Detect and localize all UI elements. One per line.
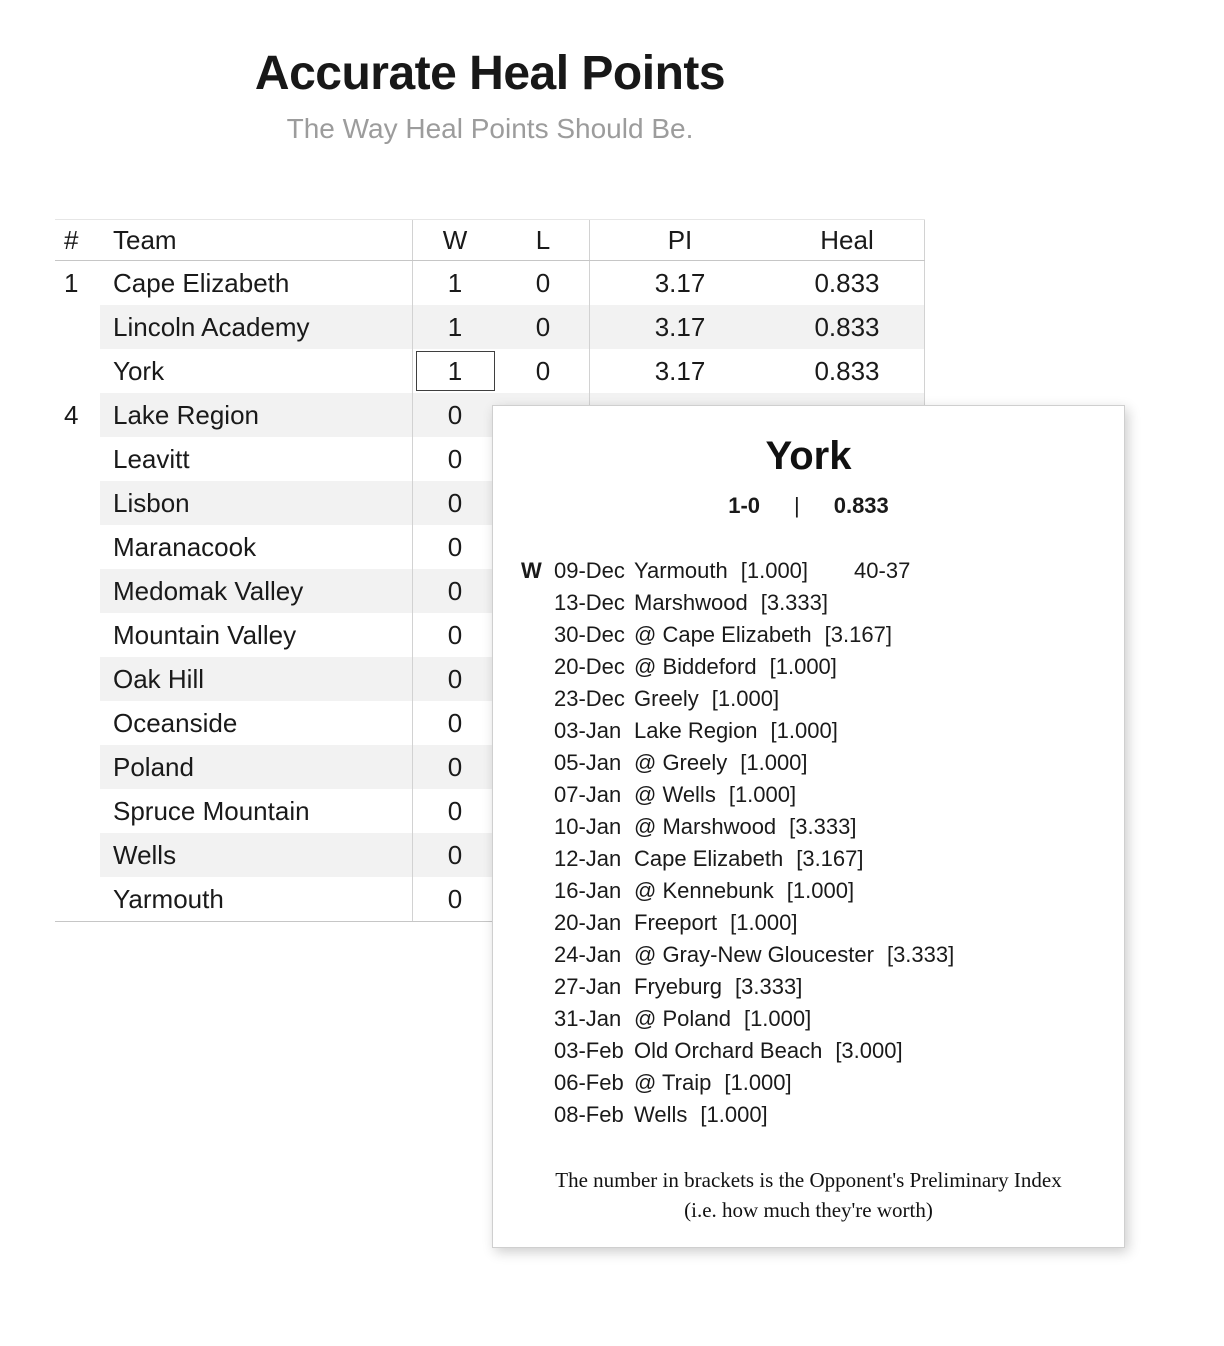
game-date: 30-Dec: [554, 622, 625, 647]
game-pi: [1.000]: [724, 1070, 792, 1095]
game-row: [521, 971, 1124, 1003]
game-opponent: @ Biddeford: [634, 654, 757, 679]
game-pi: [3.333]: [789, 814, 857, 839]
tooltip-footnote: [493, 1165, 1124, 1225]
wins-cell: 0: [447, 443, 463, 474]
wins-cell-selected[interactable]: 1: [413, 349, 497, 393]
game-date: 07-Jan: [554, 782, 622, 807]
game-row: [521, 1099, 1124, 1131]
game-row: [521, 779, 1124, 811]
game-date: 23-Dec: [554, 686, 625, 711]
game-pi: [1.000]: [786, 878, 855, 903]
game-opponent: Old Orchard Beach: [634, 1038, 823, 1063]
losses-cell: 0: [497, 261, 590, 305]
wins-cell: 0: [447, 531, 463, 562]
team-cell: Lincoln Academy: [100, 305, 413, 349]
game-date: 16-Jan: [554, 878, 622, 903]
team-cell: Lake Region: [100, 393, 413, 437]
game-row: [521, 1067, 1124, 1099]
team-cell: Mountain Valley: [100, 613, 413, 657]
team-cell: Cape Elizabeth: [100, 261, 413, 305]
tooltip-games-list: [521, 555, 1124, 1131]
rank-cell: [55, 833, 100, 877]
game-row: [521, 747, 1124, 779]
page-title: Accurate Heal Points: [254, 47, 726, 100]
game-pi: [3.000]: [835, 1038, 903, 1063]
rank-cell: [55, 877, 100, 921]
game-opponent: Marshwood: [634, 590, 748, 615]
game-pi: [1.000]: [711, 686, 780, 711]
game-row: [521, 843, 1124, 875]
tooltip-footnote-line1: The number in brackets is the Opponent's Preliminary Index: [555, 1168, 1062, 1192]
game-opponent: Yarmouth: [634, 558, 728, 583]
game-pi: [1.000]: [730, 910, 798, 935]
wins-cell: 0: [447, 795, 463, 826]
game-pi: [3.167]: [824, 622, 892, 647]
pi-cell: 3.17: [654, 267, 706, 298]
col-header-wins: W: [442, 224, 468, 255]
rank-cell: [55, 305, 100, 349]
game-row: [521, 1035, 1124, 1067]
game-pi: [3.333]: [886, 942, 955, 967]
game-date: 31-Jan: [554, 1006, 622, 1031]
game-opponent: @ Cape Elizabeth: [634, 622, 812, 647]
team-cell: Poland: [100, 745, 413, 789]
game-pi: [1.000]: [743, 1006, 812, 1031]
team-cell: Oceanside: [100, 701, 413, 745]
wins-cell: 0: [447, 619, 463, 650]
wins-cell: 0: [413, 393, 497, 437]
tooltip-footnote-line2: (i.e. how much they're worth): [684, 1198, 933, 1222]
tooltip-record-line: [493, 493, 1124, 519]
game-row: [521, 811, 1124, 843]
team-cell: Lisbon: [100, 481, 413, 525]
game-pi: [1.000]: [740, 750, 808, 775]
game-date: 20-Dec: [554, 654, 625, 679]
page-subtitle: The Way Heal Points Should Be.: [286, 113, 694, 144]
game-date: 05-Jan: [554, 750, 622, 775]
game-row: [521, 715, 1124, 747]
game-opponent: @ Kennebunk: [634, 878, 774, 903]
standings-header-row: [55, 219, 925, 261]
game-row: [521, 651, 1124, 683]
game-opponent: Wells: [634, 1102, 688, 1127]
tooltip-heal-value: 0.833: [833, 493, 889, 518]
col-header-losses: L: [497, 220, 590, 260]
rank-cell: [55, 701, 100, 745]
pi-cell: 3.17: [590, 305, 770, 349]
game-pi: [3.167]: [796, 846, 864, 871]
game-opponent: Fryeburg: [634, 974, 723, 999]
game-result: W: [521, 558, 542, 583]
game-pi: [1.000]: [728, 782, 797, 807]
game-score: 40-37: [854, 558, 911, 583]
game-opponent: Lake Region: [634, 718, 758, 743]
game-pi: [1.000]: [740, 558, 809, 583]
wins-cell: 0: [413, 657, 497, 701]
game-date: 03-Jan: [554, 718, 622, 743]
col-header-heal: Heal: [770, 220, 925, 260]
team-cell: Wells: [100, 833, 413, 877]
game-date: 27-Jan: [554, 974, 622, 999]
game-opponent: @ Gray-New Gloucester: [634, 942, 874, 967]
tooltip-card: [492, 405, 1125, 1248]
tooltip-record: 1-0: [728, 493, 760, 518]
tooltip-team-name: York: [765, 434, 852, 478]
game-date: 13-Dec: [554, 590, 625, 615]
game-opponent: @ Poland: [634, 1006, 731, 1031]
wins-cell: 0: [447, 883, 463, 914]
wins-cell: 1: [447, 267, 463, 298]
game-pi: [1.000]: [770, 718, 838, 743]
wins-cell: 1: [413, 305, 497, 349]
game-row: [521, 1003, 1124, 1035]
game-row: [521, 683, 1124, 715]
losses-cell: 0: [497, 349, 590, 393]
rank-cell: 4: [64, 399, 79, 430]
game-date: 06-Feb: [554, 1070, 624, 1095]
game-opponent: Freeport: [634, 910, 718, 935]
rank-cell: [55, 745, 100, 789]
game-opponent: @ Traip: [634, 1070, 712, 1095]
team-cell: Oak Hill: [100, 657, 413, 701]
game-opponent: Greely: [634, 686, 699, 711]
game-date: 20-Jan: [554, 910, 622, 935]
game-pi: [1.000]: [700, 1102, 768, 1127]
game-date: 24-Jan: [554, 942, 622, 967]
rank-cell: 1: [64, 267, 79, 298]
game-row: [521, 939, 1124, 971]
col-header-team: Team: [100, 220, 413, 260]
game-row: [521, 907, 1124, 939]
wins-cell: 0: [447, 707, 463, 738]
col-header-rank: #: [64, 224, 79, 255]
game-date: 12-Jan: [554, 846, 622, 871]
tooltip-separator: |: [794, 493, 800, 518]
game-opponent: @ Greely: [634, 750, 728, 775]
rank-cell: [55, 569, 100, 613]
team-cell: Maranacook: [100, 525, 413, 569]
game-date: 03-Feb: [554, 1038, 624, 1063]
game-row: [521, 875, 1124, 907]
table-row-york[interactable]: [55, 349, 925, 393]
game-opponent: @ Wells: [634, 782, 716, 807]
rank-cell: [55, 481, 100, 525]
game-row: [521, 555, 1124, 587]
table-row[interactable]: [55, 305, 925, 349]
game-pi: [3.333]: [735, 974, 803, 999]
team-cell: Medomak Valley: [100, 569, 413, 613]
heal-cell: 0.833: [770, 305, 925, 349]
game-row: [521, 619, 1124, 651]
heal-cell: 0.833: [770, 349, 925, 393]
game-row: [521, 587, 1124, 619]
wins-cell: 0: [413, 833, 497, 877]
losses-cell: 0: [497, 305, 590, 349]
wins-cell: 0: [413, 481, 497, 525]
game-date: 10-Jan: [554, 814, 622, 839]
game-date: 09-Dec: [554, 558, 625, 583]
game-opponent: Cape Elizabeth: [634, 846, 784, 871]
rank-cell: [55, 613, 100, 657]
col-header-pi: PI: [667, 224, 693, 255]
wins-cell: 0: [413, 745, 497, 789]
rank-cell: [55, 437, 100, 481]
rank-cell: [55, 349, 100, 393]
team-cell: York: [100, 349, 413, 393]
rank-cell: [55, 789, 100, 833]
rank-cell: [55, 657, 100, 701]
team-cell: Leavitt: [100, 437, 413, 481]
table-row[interactable]: [55, 261, 925, 305]
heal-cell: 0.833: [770, 261, 925, 305]
team-cell: Spruce Mountain: [100, 789, 413, 833]
rank-cell: [55, 525, 100, 569]
team-cell: Yarmouth: [100, 877, 413, 921]
game-date: 08-Feb: [554, 1102, 624, 1127]
wins-cell: 0: [413, 569, 497, 613]
game-pi: [1.000]: [769, 654, 837, 679]
game-opponent: @ Marshwood: [634, 814, 777, 839]
pi-cell: 3.17: [654, 355, 706, 386]
game-pi: [3.333]: [760, 590, 828, 615]
